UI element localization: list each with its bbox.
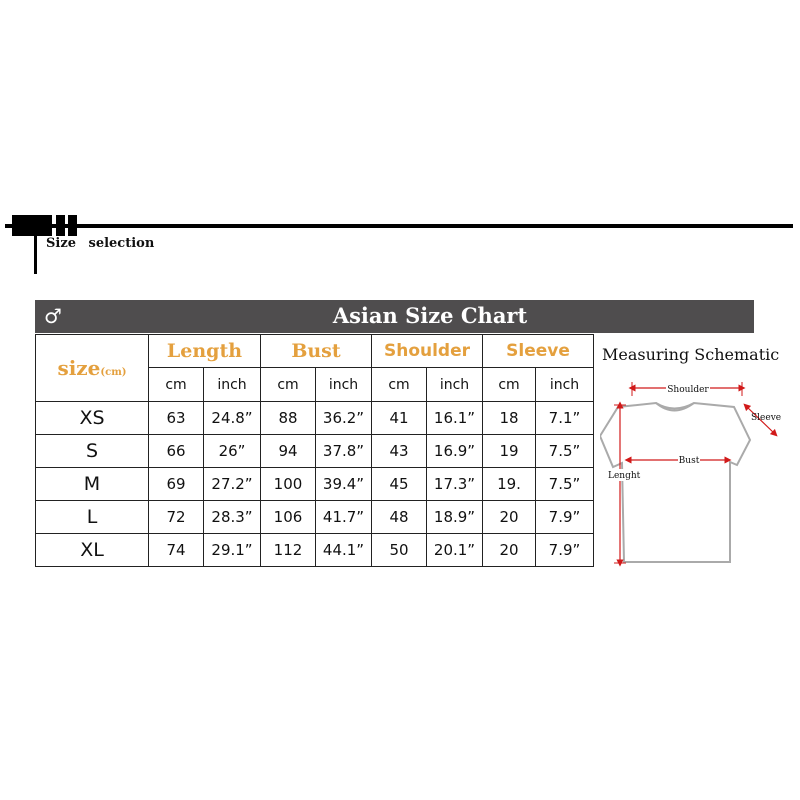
value-cell: 36.2” — [316, 402, 372, 435]
value-cell: 7.9” — [536, 534, 594, 567]
size-cell: XL — [36, 534, 149, 567]
group-header-label: Sleeve — [506, 341, 570, 361]
value-cell: 37.8” — [316, 435, 372, 468]
value-cell: 69 — [149, 468, 204, 501]
table-row — [36, 534, 594, 567]
size-header-label: size — [57, 356, 101, 380]
schematic-title: Measuring Schematic — [602, 345, 780, 364]
size-column-header — [36, 335, 149, 402]
value-cell: 26” — [204, 435, 261, 468]
table-row — [36, 435, 594, 468]
size-cell: M — [36, 468, 149, 501]
value-cell: 20 — [483, 501, 536, 534]
section-divider-line — [5, 224, 793, 228]
value-cell: 88 — [261, 402, 316, 435]
group-header-label: Length — [166, 340, 243, 362]
value-cell: 16.9” — [427, 435, 483, 468]
table-row — [36, 501, 594, 534]
divider-block — [68, 215, 77, 236]
value-cell: 100 — [261, 468, 316, 501]
size-table — [35, 334, 594, 567]
chart-title: Asian Size Chart — [332, 303, 528, 328]
value-cell: 19 — [483, 435, 536, 468]
value-cell: 72 — [149, 501, 204, 534]
value-cell: 27.2” — [204, 468, 261, 501]
size-cell: XS — [36, 402, 149, 435]
divider-block — [12, 215, 52, 236]
value-cell: 41.7” — [316, 501, 372, 534]
value-cell: 112 — [261, 534, 316, 567]
tshirt-outline — [600, 403, 750, 562]
male-symbol-icon: ♂ — [44, 304, 62, 328]
unit-header: cm — [483, 368, 536, 402]
value-cell: 74 — [149, 534, 204, 567]
group-header-length — [149, 335, 261, 368]
value-cell: 19. — [483, 468, 536, 501]
value-cell: 20.1” — [427, 534, 483, 567]
value-cell: 39.4” — [316, 468, 372, 501]
value-cell: 50 — [372, 534, 427, 567]
value-cell: 18.9” — [427, 501, 483, 534]
size-unit-label: (cm) — [100, 367, 127, 378]
divider-block — [56, 215, 65, 236]
unit-header: cm — [372, 368, 427, 402]
value-cell: 28.3” — [204, 501, 261, 534]
value-cell: 106 — [261, 501, 316, 534]
value-cell: 41 — [372, 402, 427, 435]
unit-header: cm — [149, 368, 204, 402]
size-cell: L — [36, 501, 149, 534]
unit-header: inch — [427, 368, 483, 402]
unit-header: inch — [204, 368, 261, 402]
value-cell: 20 — [483, 534, 536, 567]
sleeve-label: Sleeve — [751, 413, 782, 423]
value-cell: 63 — [149, 402, 204, 435]
table-row — [36, 402, 594, 435]
unit-header: inch — [316, 368, 372, 402]
value-cell: 7.1” — [536, 402, 594, 435]
value-cell: 7.5” — [536, 435, 594, 468]
divider-vertical-line — [34, 228, 37, 274]
value-cell: 45 — [372, 468, 427, 501]
section-title: Size selection — [46, 236, 155, 251]
tshirt-schematic — [600, 370, 790, 580]
value-cell: 43 — [372, 435, 427, 468]
length-label: Lenght — [608, 471, 641, 481]
value-cell: 66 — [149, 435, 204, 468]
value-cell: 16.1” — [427, 402, 483, 435]
group-header-sleeve — [483, 335, 594, 368]
table-row — [36, 468, 594, 501]
unit-header: cm — [261, 368, 316, 402]
group-header-shoulder — [372, 335, 483, 368]
value-cell: 17.3” — [427, 468, 483, 501]
value-cell: 44.1” — [316, 534, 372, 567]
shoulder-label: Shoulder — [667, 385, 709, 395]
value-cell: 24.8” — [204, 402, 261, 435]
value-cell: 29.1” — [204, 534, 261, 567]
group-header-bust — [261, 335, 372, 368]
value-cell: 18 — [483, 402, 536, 435]
value-cell: 94 — [261, 435, 316, 468]
value-cell: 7.9” — [536, 501, 594, 534]
group-header-label: Bust — [291, 340, 341, 362]
group-header-label: Shoulder — [383, 341, 471, 361]
value-cell: 7.5” — [536, 468, 594, 501]
size-cell: S — [36, 435, 149, 468]
value-cell: 48 — [372, 501, 427, 534]
bust-label: Bust — [678, 456, 700, 466]
unit-header: inch — [536, 368, 594, 402]
